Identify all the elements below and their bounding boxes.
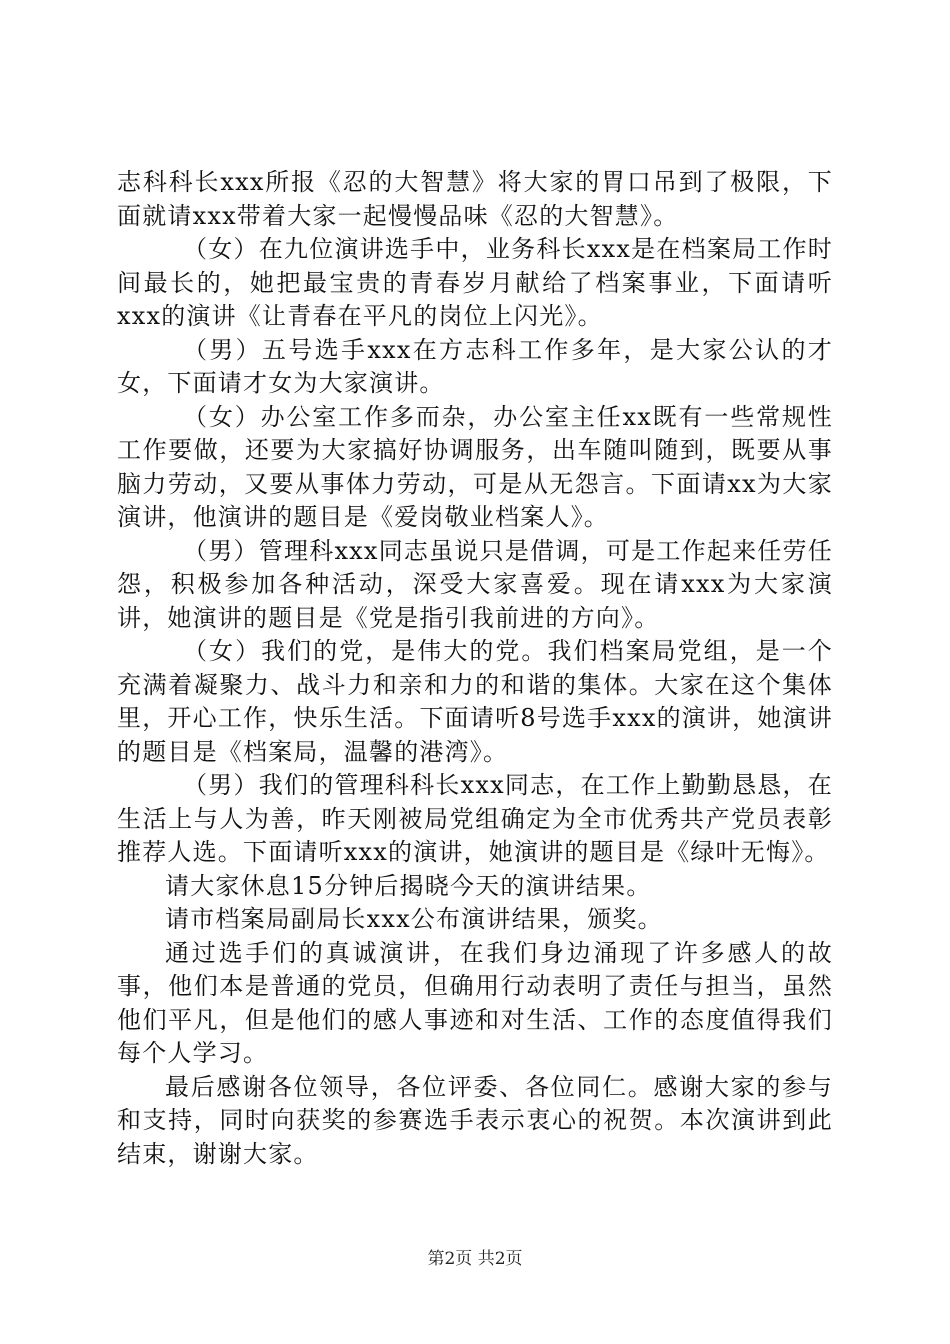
- paragraph-3: （男）五号选手xxx在方志科工作多年，是大家公认的才女，下面请才女为大家演讲。: [117, 335, 833, 397]
- paragraph-7: （男）我们的管理科科长xxx同志，在工作上勤勤恳恳，在生活上与人为善，昨天刚被局党组确定为全市优秀共产党员表彰推荐人选。下面请听xxx的演讲，她演讲的题目是《绿叶无悔》。: [117, 771, 833, 866]
- paragraph-2: （女）在九位演讲选手中，业务科长xxx是在档案局工作时间最长的，她把最宝贵的青春岁月献给了档案事业，下面请听xxx的演讲《让青春在平凡的岗位上闪光》。: [117, 235, 833, 330]
- paragraph-4: （女）办公室工作多而杂，办公室主任xx既有一些常规性工作要做，还要为大家搞好协调服务，出车随叫随到，既要从事脑力劳动，又要从事体力劳动，可是从无怨言。下面请xx为大家演讲，他演讲的题目是《爱岗敬业档案人》。: [117, 402, 833, 531]
- document-body: [117, 166, 833, 1171]
- paragraph-8: 请大家休息15分钟后揭晓今天的演讲结果。: [165, 871, 652, 900]
- paragraph-11: 最后感谢各位领导，各位评委、各位同仁。感谢大家的参与和支持，同时向获奖的参赛选手表示衷心的祝贺。本次演讲到此结束，谢谢大家。: [117, 1072, 833, 1168]
- page-footer: 第2页 共2页: [427, 1249, 523, 1269]
- paragraph-9: 请市档案局副局长xxx公布演讲结果，颁奖。: [165, 905, 663, 933]
- paragraph-10: 通过选手们的真诚演讲，在我们身边涌现了许多感人的故事，他们本是普通的党员，但确用行动表明了责任与担当，虽然他们平凡，但是他们的感人事迹和对生活、工作的态度值得我们每个人学习。: [117, 938, 833, 1067]
- paragraph-5: （男）管理科xxx同志虽说只是借调，可是工作起来任劳任怨，积极参加各种活动，深受大家喜爱。现在请xxx为大家演讲，她演讲的题目是《党是指引我前进的方向》。: [117, 536, 833, 632]
- paragraph-1: 志科科长xxx所报《忍的大智慧》将大家的胃口吊到了极限，下面就请xxx带着大家一起慢慢品味《忍的大智慧》。: [117, 168, 833, 230]
- paragraph-6: （女）我们的党，是伟大的党。我们档案局党组，是一个充满着凝聚力、战斗力和亲和力的和谐的集体。大家在这个集体里，开心工作，快乐生活。下面请听8号选手xxx的演讲，她演讲的题目是《档案局，温馨的港湾》。: [117, 637, 833, 766]
